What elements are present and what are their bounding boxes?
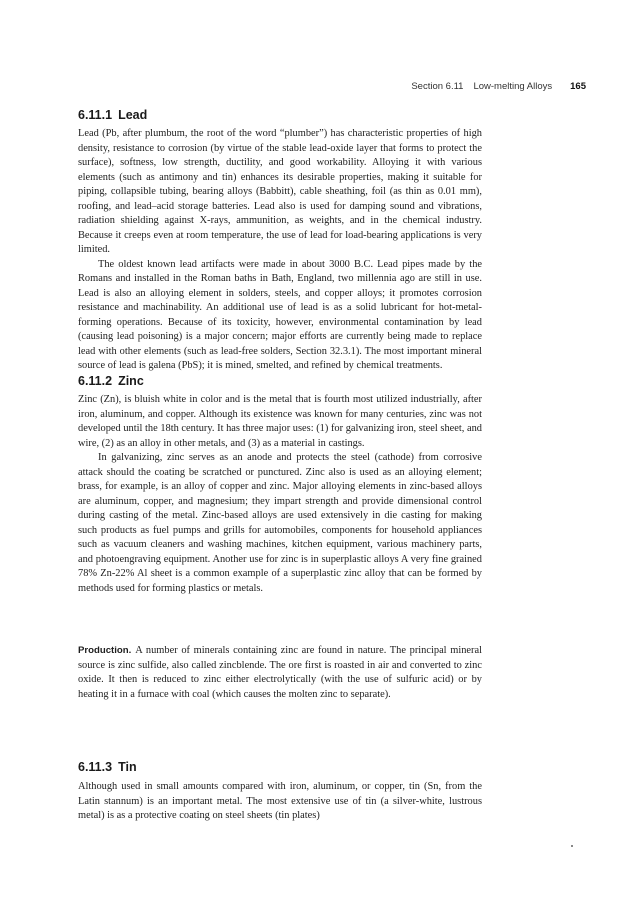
section-number: 6.11.3 bbox=[78, 760, 113, 774]
paragraph: Zinc (Zn), is bluish white in color and is the metal that is fourth most utilized industrially, after iron, aluminum, and copper. Although its existence was known for many centuries, zinc was not developed until the 18th century. It has three major uses: (1) for galvanizing iron, steel sheet, and wire, (2) as an alloy in other metals, and (3) as a material in castings. bbox=[78, 394, 482, 449]
section-number: 6.11.1 bbox=[78, 108, 113, 122]
section-heading-lead bbox=[78, 108, 153, 122]
paragraph: In galvanizing, zinc serves as an anode and protects the steel (cathode) from corrosive attack should the coating be scratched or punctured. Zinc also is used as an alloying element; brass, for example, is an alloy of copper and zinc. Major alloying elements in zinc-based alloys are aluminum, copper, and magnesium; they impart strength and provide dimensional control during casting of the metal. Zinc-based alloys are used extensively in die casting for making such products as fuel pumps and grills for automobiles, components for household appliances such as vacuum cleaners and washing machines, kitchen equipment, various machinery parts, and photoengraving equipment. Another use for zinc is in superplastic alloys A very fine grained 78% Zn-22% Al sheet is a common example of a superplastic zinc alloy that can be formed by methods used for forming plastics or metals. bbox=[78, 452, 482, 594]
section-title: Tin bbox=[118, 760, 137, 774]
production-text: A number of minerals containing zinc are found in nature. The principal mineral source is zinc sulfide, also called zincblende. The ore first is roasted in air and converted to zinc oxide. It then is reduced to zinc either electrolytically (with the use of sulfuric acid) or by heating it in a furnace with coal (which causes the molten zinc to separate). bbox=[78, 645, 482, 700]
section-body-zinc bbox=[78, 393, 482, 596]
production-block bbox=[78, 644, 482, 702]
section-title: Zinc bbox=[118, 374, 144, 388]
production-heading: Production. bbox=[78, 645, 132, 656]
paragraph: The oldest known lead artifacts were made in about 3000 B.C. Lead pipes made by the Romans and installed in the Roman baths in Bath, England, two millennia ago are still in use. Lead is also an alloying element in solders, steels, and copper alloys; it promotes corrosion resistance and machinability. An additional use of lead is as a solid lubricant for hot-metal-forming operations. Because of its toxicity, however, environmental contamination by lead (causing lead poisoning) is a major concern; major efforts are currently being made to replace lead with other elements (such as lead-free solders, Section 32.3.1). The most important mineral source of lead is galena (PbS); it is mined, smelted, and refined by chemical treatments. bbox=[78, 258, 482, 371]
scan-speck bbox=[571, 845, 573, 847]
page-number: 165 bbox=[570, 81, 586, 92]
running-head-title: Low-melting Alloys bbox=[473, 81, 553, 92]
running-head bbox=[401, 81, 586, 92]
section-number: 6.11.2 bbox=[78, 374, 113, 388]
section-body-tin bbox=[78, 780, 482, 824]
production-paragraph bbox=[78, 644, 482, 702]
section-heading-tin bbox=[78, 760, 143, 774]
running-head-section: Section 6.11 bbox=[411, 81, 464, 92]
paragraph: Although used in small amounts compared with iron, aluminum, or copper, tin (Sn, from the Latin stannum) is an important metal. The most extensive use of tin (a silver-white, lustrous metal) is as a protective coating on steel sheets (tin plates) bbox=[78, 781, 482, 821]
section-heading-zinc bbox=[78, 374, 150, 388]
section-body-lead bbox=[78, 127, 482, 374]
paragraph: Lead (Pb, after plumbum, the root of the word “plumber”) has characteristic properties of high density, resistance to corrosion (by virtue of the stable lead-oxide layer that forms to protect the surface), softness, low strength, ductility, and good workability. Alloying it with various elements (such as antimony and tin) enhances its desirable properties, making it suitable for piping, collapsible tubing, bearing alloys (Babbitt), cable sheathing, foil (as thin as 0.01 mm), roofing, and lead–acid storage batteries. Lead also is used for damping sound and vibrations, radiation shielding against X-rays, ammunition, as weights, and in the chemical industry. Because it creeps even at room temperature, the use of lead for load-bearing applications is very limited. bbox=[78, 128, 482, 255]
section-title: Lead bbox=[118, 108, 148, 122]
